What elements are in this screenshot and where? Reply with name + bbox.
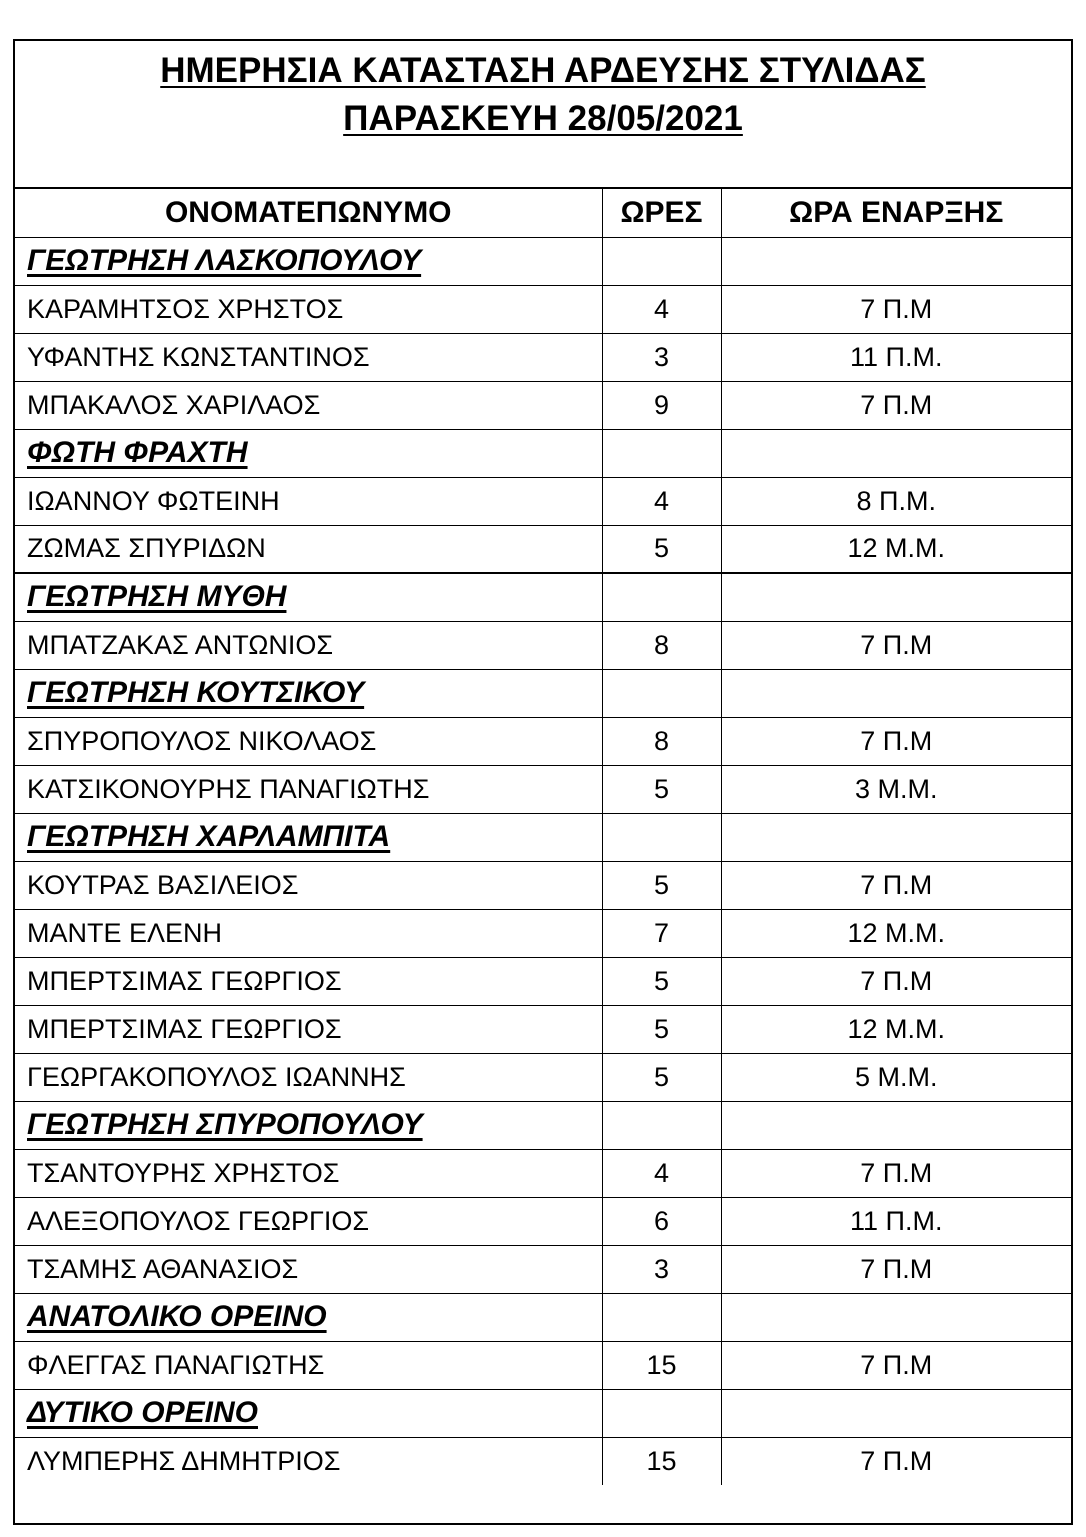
hours-cell: 5 xyxy=(602,957,721,1005)
hours-cell xyxy=(602,669,721,717)
table-row xyxy=(15,1437,1071,1485)
group-name-cell: ΓΕΩΤΡΗΣΗ ΣΠΥΡΟΠΟΥΛΟΥ xyxy=(15,1101,602,1149)
hours-cell: 6 xyxy=(602,1197,721,1245)
start-time-cell xyxy=(721,669,1071,717)
group-row xyxy=(15,1101,1071,1149)
group-name-cell: ΓΕΩΤΡΗΣΗ ΛΑΣΚΟΠΟΥΛΟΥ xyxy=(15,237,602,285)
table-row xyxy=(15,381,1071,429)
person-name-cell: ΣΠΥΡΟΠΟΥΛΟΣ ΝΙΚΟΛΑΟΣ xyxy=(15,717,602,765)
table-row xyxy=(15,957,1071,1005)
hours-cell: 5 xyxy=(602,1005,721,1053)
hours-cell xyxy=(602,1101,721,1149)
start-time-cell: 7 Π.Μ xyxy=(721,1245,1071,1293)
group-row xyxy=(15,813,1071,861)
table-row xyxy=(15,1053,1071,1101)
person-name-cell: ΦΛΕΓΓΑΣ ΠΑΝΑΓΙΩΤΗΣ xyxy=(15,1341,602,1389)
hours-cell: 5 xyxy=(602,861,721,909)
table-row xyxy=(15,477,1071,525)
table-body xyxy=(15,237,1071,1485)
hours-cell: 5 xyxy=(602,765,721,813)
start-time-cell: 7 Π.Μ xyxy=(721,621,1071,669)
group-name-cell: ΦΩΤΗ ΦΡΑΧΤΗ xyxy=(15,429,602,477)
group-row xyxy=(15,573,1071,621)
table-row xyxy=(15,333,1071,381)
group-row xyxy=(15,237,1071,285)
hours-cell xyxy=(602,237,721,285)
hours-cell: 7 xyxy=(602,909,721,957)
start-time-cell: 7 Π.Μ xyxy=(721,957,1071,1005)
table-row xyxy=(15,1005,1071,1053)
column-header-name: ΟΝΟΜΑΤΕΠΩΝΥΜΟ xyxy=(15,189,602,237)
hours-cell xyxy=(602,1293,721,1341)
hours-cell: 5 xyxy=(602,1053,721,1101)
person-name-cell: ΙΩΑΝΝΟΥ ΦΩΤΕΙΝΗ xyxy=(15,477,602,525)
hours-cell: 5 xyxy=(602,525,721,573)
table-row xyxy=(15,621,1071,669)
table-row xyxy=(15,525,1071,573)
start-time-cell: 7 Π.Μ xyxy=(721,1437,1071,1485)
start-time-cell xyxy=(721,237,1071,285)
start-time-cell xyxy=(721,1389,1071,1437)
start-time-cell: 7 Π.Μ xyxy=(721,381,1071,429)
group-name-cell: ΓΕΩΤΡΗΣΗ ΚΟΥΤΣΙΚΟΥ xyxy=(15,669,602,717)
start-time-cell xyxy=(721,1293,1071,1341)
hours-cell xyxy=(602,429,721,477)
start-time-cell: 12 Μ.Μ. xyxy=(721,525,1071,573)
irrigation-schedule-sheet xyxy=(13,39,1073,1525)
hours-cell xyxy=(602,1389,721,1437)
hours-cell: 4 xyxy=(602,285,721,333)
person-name-cell: ΤΣΑΝΤΟΥΡΗΣ ΧΡΗΣΤΟΣ xyxy=(15,1149,602,1197)
group-row xyxy=(15,1293,1071,1341)
person-name-cell: ΜΠΕΡΤΣΙΜΑΣ ΓΕΩΡΓΙΟΣ xyxy=(15,957,602,1005)
table-row xyxy=(15,1149,1071,1197)
person-name-cell: ΚΑΡΑΜΗΤΣΟΣ ΧΡΗΣΤΟΣ xyxy=(15,285,602,333)
start-time-cell: 5 Μ.Μ. xyxy=(721,1053,1071,1101)
group-name-cell: ΓΕΩΤΡΗΣΗ ΧΑΡΛΑΜΠΙΤΑ xyxy=(15,813,602,861)
start-time-cell: 8 Π.Μ. xyxy=(721,477,1071,525)
start-time-cell: 11 Π.Μ. xyxy=(721,333,1071,381)
column-header-hours: ΩΡΕΣ xyxy=(602,189,721,237)
hours-cell xyxy=(602,813,721,861)
person-name-cell: ΤΣΑΜΗΣ ΑΘΑΝΑΣΙΟΣ xyxy=(15,1245,602,1293)
start-time-cell: 7 Π.Μ xyxy=(721,1149,1071,1197)
hours-cell: 4 xyxy=(602,477,721,525)
hours-cell: 8 xyxy=(602,621,721,669)
hours-cell: 3 xyxy=(602,1245,721,1293)
start-time-cell: 12 Μ.Μ. xyxy=(721,1005,1071,1053)
start-time-cell: 7 Π.Μ xyxy=(721,285,1071,333)
schedule-table xyxy=(15,189,1071,1485)
hours-cell: 15 xyxy=(602,1437,721,1485)
person-name-cell: ΜΠΑΚΑΛΟΣ ΧΑΡΙΛΑΟΣ xyxy=(15,381,602,429)
person-name-cell: ΛΥΜΠΕΡΗΣ ΔΗΜΗΤΡΙΟΣ xyxy=(27,1445,341,1476)
group-row xyxy=(15,429,1071,477)
start-time-cell: 12 Μ.Μ. xyxy=(721,909,1071,957)
hours-cell: 4 xyxy=(602,1149,721,1197)
person-name-cell: ΓΕΩΡΓΑΚΟΠΟΥΛΟΣ ΙΩΑΝΝΗΣ xyxy=(15,1053,602,1101)
table-row xyxy=(15,1197,1071,1245)
hours-cell: 9 xyxy=(602,381,721,429)
start-time-cell xyxy=(721,429,1071,477)
hours-cell xyxy=(602,573,721,621)
hours-cell: 3 xyxy=(602,333,721,381)
table-row xyxy=(15,861,1071,909)
person-name-cell: ΜΠΑΤΖΑΚΑΣ ΑΝΤΩΝΙΟΣ xyxy=(15,621,602,669)
person-name-cell: ΖΩΜΑΣ ΣΠΥΡΙΔΩΝ xyxy=(15,525,602,573)
table-row xyxy=(15,285,1071,333)
start-time-cell: 11 Π.Μ. xyxy=(721,1197,1071,1245)
person-name-cell: ΜΑΝΤΕ ΕΛΕΝΗ xyxy=(15,909,602,957)
hours-cell: 8 xyxy=(602,717,721,765)
start-time-cell xyxy=(721,813,1071,861)
header-row xyxy=(15,189,1071,237)
person-name-cell: ΜΠΕΡΤΣΙΜΑΣ ΓΕΩΡΓΙΟΣ xyxy=(15,1005,602,1053)
column-header-start: ΩΡΑ ΕΝΑΡΞΗΣ xyxy=(721,189,1071,237)
table-row xyxy=(15,1341,1071,1389)
start-time-cell: 7 Π.Μ xyxy=(721,861,1071,909)
table-row xyxy=(15,765,1071,813)
person-name-cell: ΚΟΥΤΡΑΣ ΒΑΣΙΛΕΙΟΣ xyxy=(15,861,602,909)
table-row xyxy=(15,1245,1071,1293)
person-name-cell: ΥΦΑΝΤΗΣ ΚΩΝΣΤΑΝΤΙΝΟΣ xyxy=(15,333,602,381)
table-row xyxy=(15,717,1071,765)
title-block xyxy=(15,41,1071,189)
hours-cell: 15 xyxy=(602,1341,721,1389)
group-name-cell: ΓΕΩΤΡΗΣΗ ΜΥΘΗ xyxy=(15,573,602,621)
start-time-cell: 7 Π.Μ xyxy=(721,1341,1071,1389)
document-title: ΗΜΕΡΗΣΙΑ ΚΑΤΑΣΤΑΣΗ ΑΡΔΕΥΣΗΣ ΣΤΥΛΙΔΑΣ xyxy=(160,51,926,90)
start-time-cell: 3 Μ.Μ. xyxy=(721,765,1071,813)
start-time-cell: 7 Π.Μ xyxy=(721,717,1071,765)
group-row xyxy=(15,669,1071,717)
group-row xyxy=(15,1389,1071,1437)
document-date: ΠΑΡΑΣΚΕΥΗ 28/05/2021 xyxy=(343,99,743,138)
start-time-cell xyxy=(721,573,1071,621)
person-name-cell: ΑΛΕΞΟΠΟΥΛΟΣ ΓΕΩΡΓΙΟΣ xyxy=(15,1197,602,1245)
group-name-cell: ΔΥΤΙΚΟ ΟΡΕΙΝΟ xyxy=(15,1389,602,1437)
group-name-cell: ΑΝΑΤΟΛΙΚΟ ΟΡΕΙΝΟ xyxy=(15,1293,602,1341)
table-row xyxy=(15,909,1071,957)
start-time-cell xyxy=(721,1101,1071,1149)
person-name-cell: ΚΑΤΣΙΚΟΝΟΥΡΗΣ ΠΑΝΑΓΙΩΤΗΣ xyxy=(15,765,602,813)
